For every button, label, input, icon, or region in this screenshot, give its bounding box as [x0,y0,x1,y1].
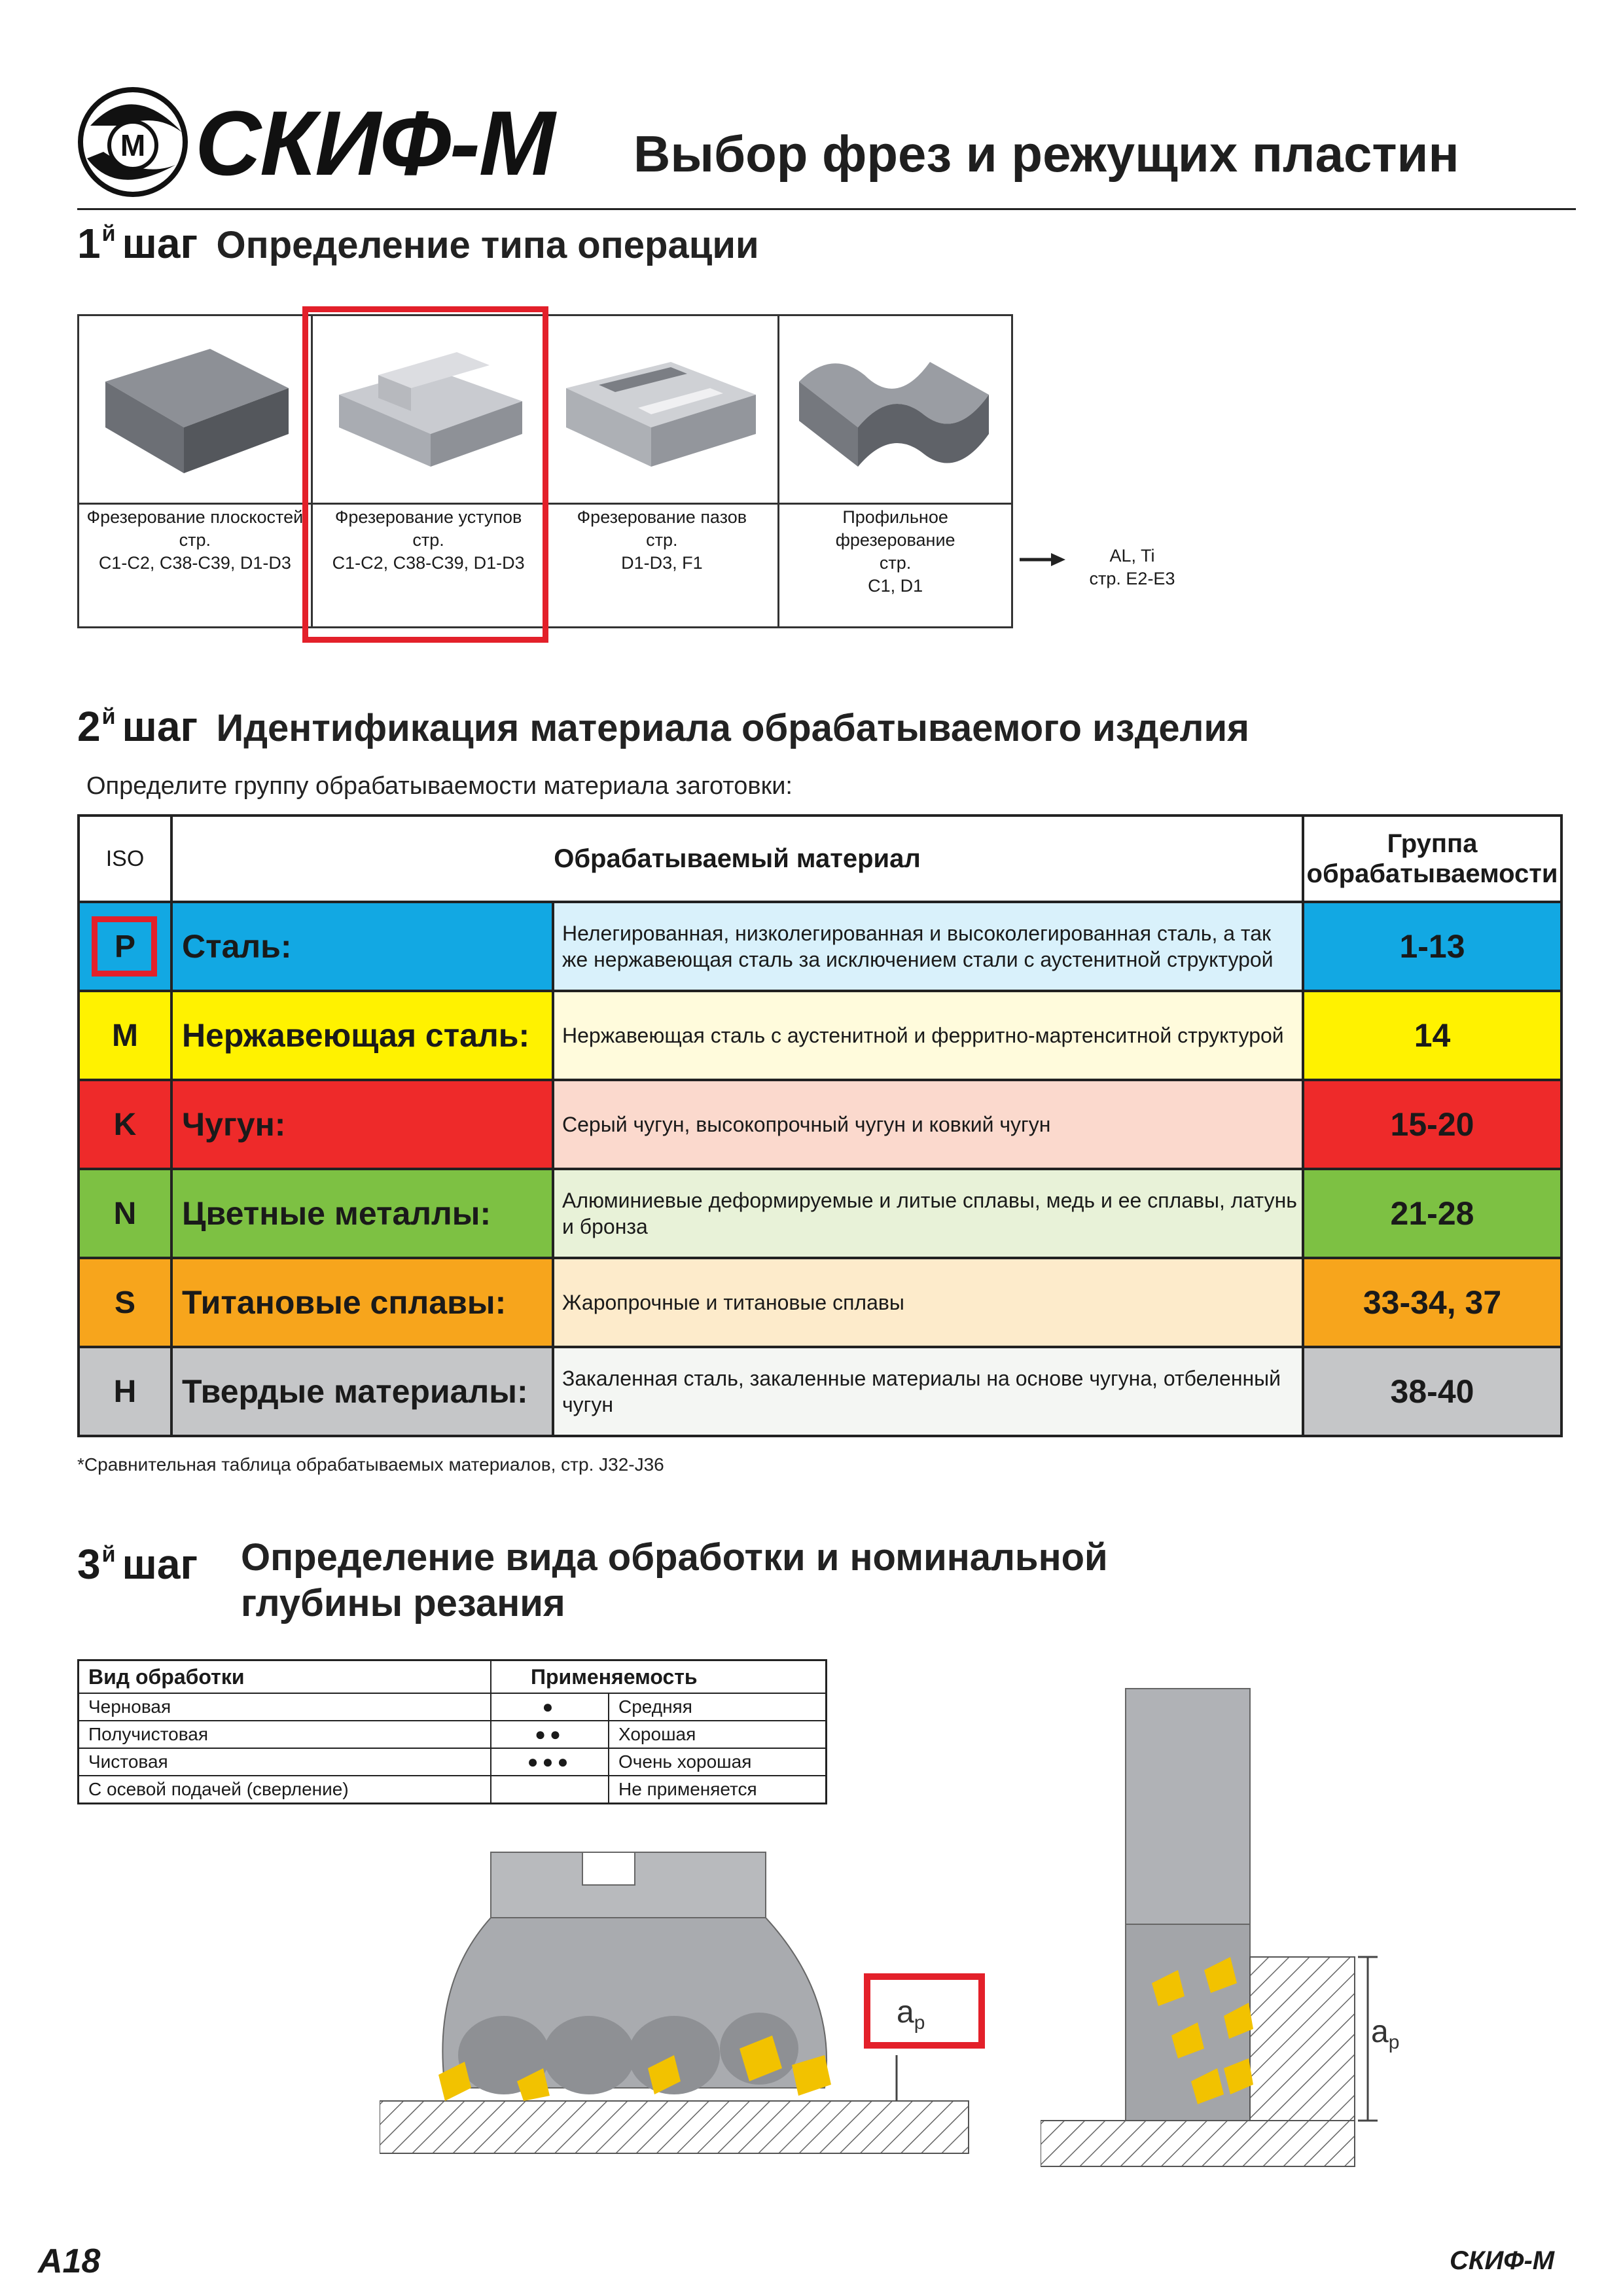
iso-letter: H [79,1347,171,1436]
rating-text: Не применяется [609,1776,827,1804]
brand-logo [77,80,620,198]
machining-type-table [77,1659,827,1804]
rating-dots: ●● [491,1721,609,1748]
operation-refs: C1-C2, C38-C39, D1-D3 [98,553,291,573]
operation-label: Фрезерование плоскостей [86,507,304,527]
arrow-right-icon [1020,552,1065,567]
iso-letter: M [79,991,171,1080]
selected-operation-highlight [302,306,548,643]
material-description: Жаропрочные и титановые сплавы [553,1258,1303,1347]
rating-dots [491,1776,609,1804]
operation-page: стр. [879,553,912,573]
material-description: Нелегированная, низколегированная и высоколегированная сталь, а так же нержавеющая сталь за исключением стали с аустенитной структурой [553,902,1303,991]
iso-letter: S [79,1258,171,1347]
step3-heading [77,1532,198,1587]
iso-header: ISO [79,816,171,902]
page-title: Выбор фрез и режущих пластин [633,125,1459,183]
material-description: Нержавеющая сталь с аустенитной и ферритно-мартенситной структурой [553,991,1303,1080]
operation-face-milling[interactable] [79,316,313,626]
step1-number: $1^й$ шаг [77,220,198,267]
operation-label: Фрезерование уступов [334,507,522,527]
iso-row-m[interactable] [79,991,1561,1080]
group-header: Группа обрабатываемости [1303,816,1561,902]
iso-letter: N [79,1169,171,1258]
al-ti-label: AL, Ti [1109,546,1155,565]
step2-heading [77,694,1249,751]
operation-page: стр. [412,530,444,550]
material-group: 21-28 [1303,1169,1561,1258]
material-group: 1-13 [1303,902,1561,991]
rating-text: Средняя [609,1693,827,1721]
svg-text:М: М [120,128,146,162]
material-group: 15-20 [1303,1080,1561,1169]
svg-text:ap: $a_p$ [897,1995,925,2034]
material-name: Чугун: [171,1080,553,1169]
iso-table-header [79,816,1561,902]
material-name: Твердые материалы: [171,1347,553,1436]
table-row [79,1721,827,1748]
material-group: 14 [1303,991,1561,1080]
iso-letter: P [79,902,171,991]
material-name: Нержавеющая сталь: [171,991,553,1080]
operation-refs: C1-C2, C38-C39, D1-D3 [332,553,525,573]
kind-header: Вид обработки [79,1660,491,1694]
material-group: 38-40 [1303,1347,1561,1436]
kind-name: Получистовая [79,1721,491,1748]
operation-page: стр. [646,530,678,550]
step1-title: Определение типа операции [216,224,759,266]
step3-number: $3^й$ шаг [77,1541,198,1588]
iso-letter: K [79,1080,171,1169]
aluminium-titanium-note [1073,545,1191,590]
step2-title: Идентификация материала обрабатываемого изделия [216,707,1249,749]
applicability-header: Применяемость [491,1660,827,1694]
step2-number: $2^й$ шаг [77,703,198,750]
iso-material-table [77,814,1563,1437]
step2-subtitle: Определите группу обрабатываемости материала заготовки: [86,772,793,800]
material-description: Серый чугун, высокопрочный чугун и ковкий чугун [553,1080,1303,1169]
rating-text: Очень хорошая [609,1748,827,1776]
rating-dots: ●●● [491,1748,609,1776]
profile-block-icon [793,336,995,486]
iso-row-k[interactable] [79,1080,1561,1169]
rating-text: Хорошая [609,1721,827,1748]
depth-highlight [867,1977,982,2045]
iso-row-p[interactable] [79,902,1561,991]
material-group: 33-34, 37 [1303,1258,1561,1347]
step1-heading [77,211,759,268]
kind-name: Чистовая [79,1748,491,1776]
end-mill-illustration [1041,1676,1407,2173]
iso-row-s[interactable] [79,1258,1561,1347]
rating-dots: ● [491,1693,609,1721]
iso-row-h[interactable] [79,1347,1561,1436]
svg-text:ap: $a_p$ [1371,2015,1400,2053]
logo-emblem-icon [77,86,188,198]
operation-refs: D1-D3, F1 [621,553,703,573]
step3-title-line1: Определение вида обработки и номинальной [241,1536,1108,1579]
flat-block-icon [92,336,295,486]
face-mill-illustration [380,1839,1008,2160]
material-description: Закаленная сталь, закаленные материалы на основе чугуна, отбеленный чугун [553,1347,1303,1436]
materials-footnote: *Сравнительная таблица обрабатываемых материалов, стр. J32-J36 [77,1454,664,1475]
material-header: Обрабатываемый материал [171,816,1303,902]
operation-profile-milling[interactable] [779,316,1011,626]
table-row [79,1776,827,1804]
kind-name: С осевой подачей (сверление) [79,1776,491,1804]
header-divider [77,208,1576,210]
material-name: Цветные металлы: [171,1169,553,1258]
iso-row-n[interactable] [79,1169,1561,1258]
operation-refs: C1, D1 [868,576,923,596]
slot-block-icon [560,336,762,486]
material-name: Титановые сплавы: [171,1258,553,1347]
material-description: Алюминиевые деформируемые и литые сплавы, медь и ее сплавы, латунь и бронза [553,1169,1303,1258]
step3-title-line2: глубины резания [241,1582,565,1624]
kind-name: Черновая [79,1693,491,1721]
material-name: Сталь: [171,902,553,991]
selected-iso-highlight [92,916,157,977]
table-row [79,1748,827,1776]
operation-slot-milling[interactable] [546,316,780,626]
operation-page: стр. [179,530,211,550]
brand-name: СКИФ-М [195,92,554,194]
footer-brand: СКИФ-М [1450,2246,1555,2275]
page-number: A18 [38,2242,101,2280]
table-row [79,1693,827,1721]
al-ti-refs: стр. E2-E3 [1089,569,1175,588]
operation-label: Фрезерование пазов [577,507,747,527]
operation-label: Профильное фрезерование [835,507,955,550]
